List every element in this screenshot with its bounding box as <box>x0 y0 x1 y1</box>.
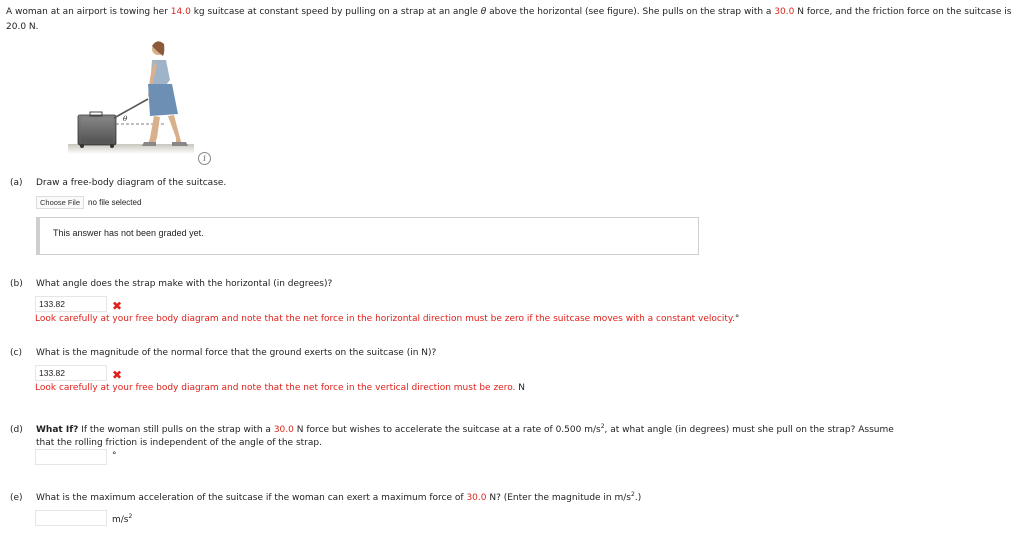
file-status: no file selected <box>88 198 142 207</box>
part-d-answer-input[interactable] <box>35 449 107 465</box>
part-d-text-3: , at what angle (in degrees) must she pull on the strap? Assume <box>604 425 894 435</box>
part-b-text: What angle does the strap make with the horizontal (in degrees)? <box>36 279 333 289</box>
part-d-sup: 2 <box>600 423 605 430</box>
part-b-answer-input[interactable]: 133.82 <box>35 296 107 312</box>
graded-note: This answer has not been graded yet. <box>53 228 204 238</box>
part-c-hint <box>35 383 525 393</box>
part-a-letter: (a) <box>10 178 23 188</box>
part-d-force: 30.0 <box>273 425 294 435</box>
incorrect-icon: ✖ <box>112 368 123 382</box>
part-d-question <box>10 420 1015 450</box>
part-b-hint <box>35 314 739 324</box>
intro-text-1: A woman at an airport is towing her <box>6 7 171 17</box>
part-c-unit: N <box>518 383 526 393</box>
mass-value: 14.0 <box>170 7 191 17</box>
force-value: 30.0 <box>774 7 795 17</box>
woman-towing-suitcase-figure <box>66 38 196 162</box>
info-icon[interactable]: i <box>198 152 211 165</box>
part-c-hint-text: Look carefully at your free body diagram and note that the net force in the vertical direction must be zero. <box>35 383 516 393</box>
incorrect-icon: ✖ <box>112 299 123 313</box>
angle-label: θ <box>123 115 128 123</box>
part-e-unit-text: m/s <box>112 515 129 525</box>
part-b-unit: ° <box>734 314 740 324</box>
part-b-question <box>10 279 332 289</box>
part-c-answer-input[interactable]: 133.82 <box>35 365 107 381</box>
part-a-question <box>10 178 226 188</box>
intro-text-4: N force, and the friction force on the suitcase is 20.0 N. <box>6 7 1012 32</box>
part-e-text-3: .) <box>634 493 642 503</box>
part-c-text: What is the magnitude of the normal force that the ground exerts on the suitcase (in N)? <box>36 348 437 358</box>
part-b-hint-text: Look carefully at your free body diagram and note that the net force in the horizontal direction must be zero if the suitcase moves with a constant velocity. <box>35 314 735 324</box>
part-c-question <box>10 348 436 358</box>
part-d-text-1: If the woman still pulls on the strap with a <box>78 425 274 435</box>
part-e-force: 30.0 <box>466 493 487 503</box>
graded-note-box <box>36 217 699 255</box>
part-b-letter: (b) <box>10 279 23 289</box>
part-d-letter: (d) <box>10 425 23 435</box>
intro-text-3: above the horizontal (see figure). She pulls on the strap with a <box>486 7 775 17</box>
part-e-text-1: What is the maximum acceleration of the suitcase if the woman can exert a maximum force of <box>36 493 467 503</box>
part-a-text: Draw a free-body diagram of the suitcase. <box>36 178 227 188</box>
intro-text-2: kg suitcase at constant speed by pulling on a strap at an angle <box>190 7 481 17</box>
part-e-question <box>10 491 641 503</box>
theta-symbol: θ <box>480 7 487 17</box>
what-if-label: What If? <box>36 425 79 435</box>
part-e-unit <box>112 513 132 525</box>
part-c-letter: (c) <box>10 348 22 358</box>
problem-statement <box>6 5 1018 35</box>
part-d-unit: ° <box>112 451 117 461</box>
part-d-text-2: N force but wishes to accelerate the suitcase at a rate of 0.500 m/s <box>293 425 601 435</box>
part-e-answer-input[interactable] <box>35 510 107 526</box>
part-e-unit-sup: 2 <box>128 513 133 520</box>
file-upload <box>36 196 141 209</box>
choose-file-button[interactable]: Choose File <box>36 196 84 209</box>
part-e-letter: (e) <box>10 493 23 503</box>
part-e-text-2: N? (Enter the magnitude in m/s <box>486 493 631 503</box>
part-d-text-4: that the rolling friction is independent of the angle of the strap. <box>36 438 322 448</box>
part-e-sup: 2 <box>631 491 635 498</box>
